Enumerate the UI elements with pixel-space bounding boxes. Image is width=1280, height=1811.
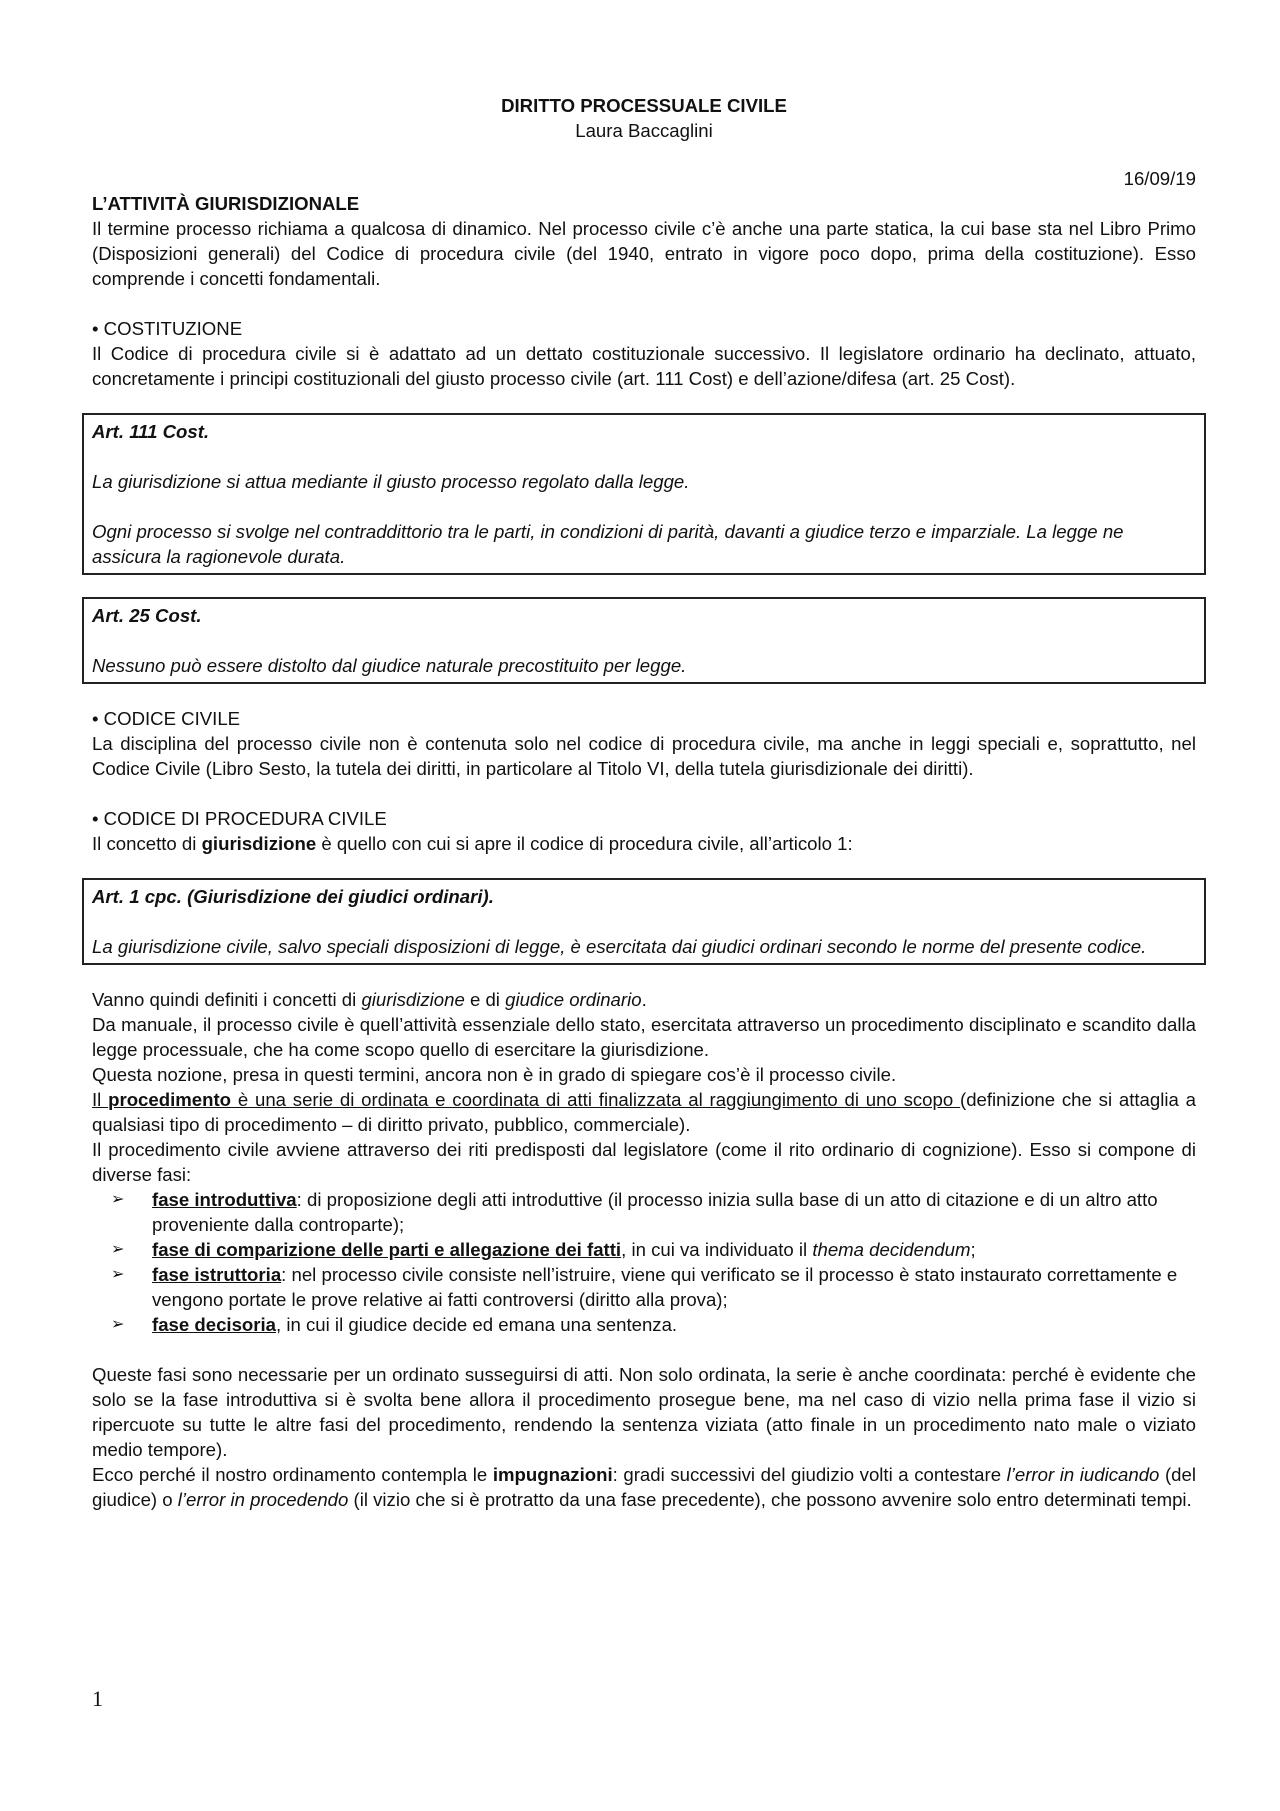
- art-1-cpc-para-1: La giurisdizione civile, salvo speciali disposizioni di legge, è esercitata dai giudici ordinari secondo le norme del presente codice.: [92, 936, 1147, 957]
- text-span: : gradi successivi del giudizio volti a contestare: [612, 1464, 1007, 1485]
- text-span: e di: [464, 989, 506, 1010]
- phases-list: [92, 1187, 1196, 1337]
- document-title: DIRITTO PROCESSUALE CIVILE: [501, 95, 787, 116]
- phase-item: [111, 1187, 1196, 1237]
- phase-text: : di proposizione degli atti introduttive (il processo inizia sulla base di un atto di citazione e di un altro atto proveniente dalla controparte);: [152, 1189, 1158, 1235]
- art-1-cpc-box: [82, 878, 1206, 965]
- arrow-bullet-icon: ➢: [111, 1266, 125, 1283]
- phase-label: fase introduttiva: [152, 1189, 297, 1210]
- coordination-paragraph: Queste fasi sono necessarie per un ordinato susseguirsi di atti. Non solo ordinata, la serie è anche coordinata: perché è evidente che solo se la fase introduttiva si è svolta bene allora il procedimento prosegue bene, ma nel caso di vizio nella prima fase il vizio si ripercuote su tutte le altre fasi del procedimento, rendendo la sentenza viziata (atto finale in un procedimento nato male o viziato medio tempore).: [92, 1364, 1196, 1460]
- phase-text: : nel processo civile consiste nell’istruire, viene qui verificato se il processo è stato instaurato correttamente e vengono portate le prove relative ai fatti controversi (diritto alla prova);: [152, 1264, 1178, 1310]
- text-span: .: [641, 989, 647, 1010]
- definitions-paragraph: [92, 987, 1196, 1012]
- notion-paragraph: Questa nozione, presa in questi termini, ancora non è in grado di spiegare cos’è il processo civile.: [92, 1064, 897, 1085]
- arrow-bullet-icon: ➢: [111, 1241, 125, 1258]
- text-span: (il vizio che si è protratto da una fase precedente), che possono avvenire solo entro determinati tempi.: [348, 1489, 1192, 1510]
- phase-label: fase decisoria: [152, 1314, 277, 1335]
- giurisdizione-term: giurisdizione: [201, 833, 317, 854]
- text-span: Ecco perché il nostro ordinamento contempla le: [92, 1464, 493, 1485]
- document-page: [92, 0, 1196, 1512]
- art-111-box: [82, 413, 1206, 575]
- text-span: (del giudice) o: [92, 1464, 1196, 1510]
- phase-item: [111, 1312, 1196, 1337]
- term-giudice-ordinario: giudice ordinario: [505, 989, 642, 1010]
- procedimento-term: procedimento: [108, 1089, 232, 1110]
- codice-civile-heading: • CODICE CIVILE: [92, 708, 241, 729]
- phase-label: fase istruttoria: [152, 1264, 282, 1285]
- costituzione-heading: • COSTITUZIONE: [92, 318, 243, 339]
- author-name: Laura Baccaglini: [575, 120, 713, 141]
- phase-label: fase di comparizione delle parti e allegazione dei fatti: [152, 1239, 622, 1260]
- arrow-bullet-icon: ➢: [111, 1191, 125, 1208]
- page-number: 1: [92, 1686, 103, 1711]
- text-span: Il concetto di: [92, 833, 202, 854]
- term-giurisdizione: giurisdizione: [361, 989, 465, 1010]
- text-span: è quello con cui si apre il codice di procedura civile, all’articolo 1:: [316, 833, 853, 854]
- codice-civile-paragraph: La disciplina del processo civile non è contenuta solo nel codice di procedura civile, ma anche in leggi speciali e, soprattutto, nel Codice Civile (Libro Sesto, la tutela dei diritti, in particolare al Titolo VI, della tutela giurisdizionale dei diritti).: [92, 733, 1196, 779]
- error-in-procedendo: l’error in procedendo: [177, 1489, 349, 1510]
- thema-decidendum: thema decidendum: [812, 1239, 971, 1260]
- text-span: (definizione che si attaglia a qualsiasi tipo di procedimento – di diritto privato, pubblico, commerciale).: [92, 1089, 1196, 1135]
- error-in-iudicando: l’error in iudicando: [1006, 1464, 1160, 1485]
- manual-definition-paragraph: Da manuale, il processo civile è quell’attività essenziale dello stato, esercitata attraverso un procedimento disciplinato e scandito dalla legge processuale, che ha come scopo quello di esercitare la giurisdizione.: [92, 1014, 1196, 1060]
- cpc-paragraph: [92, 831, 1196, 856]
- impugnazioni-paragraph: [92, 1462, 1196, 1512]
- art-25-para-1: Nessuno può essere distolto dal giudice naturale precostituito per legge.: [92, 655, 687, 676]
- phase-item: [111, 1262, 1196, 1312]
- art-111-para-1: La giurisdizione si attua mediante il giusto processo regolato dalla legge.: [92, 471, 690, 492]
- phase-text: ;: [970, 1239, 976, 1260]
- art-111-title: Art. 111 Cost.: [92, 421, 210, 442]
- lecture-date: 16/09/19: [1123, 168, 1196, 189]
- riti-paragraph: Il procedimento civile avviene attraverso dei riti predisposti dal legislatore (come il rito ordinario di cognizione). Esso si compone di diverse fasi:: [92, 1139, 1196, 1185]
- text-span: è una serie di ordinata e coordinata di atti finalizzata al raggiungimento di uno scopo: [231, 1089, 960, 1110]
- art-1-cpc-title: Art. 1 cpc. (Giurisdizione dei giudici ordinari).: [92, 886, 494, 907]
- procedimento-definition: [92, 1089, 960, 1110]
- art-25-title: Art. 25 Cost.: [92, 605, 202, 626]
- arrow-bullet-icon: ➢: [111, 1316, 125, 1333]
- section-title: L’ATTIVITÀ GIURISDIZIONALE: [92, 193, 360, 214]
- text-span: Vanno quindi definiti i concetti di: [92, 989, 362, 1010]
- text-span: Il: [92, 1089, 109, 1110]
- phase-text: , in cui va individuato il: [621, 1239, 813, 1260]
- intro-paragraph: Il termine processo richiama a qualcosa di dinamico. Nel processo civile c’è anche una parte statica, la cui base sta nel Libro Primo (Disposizioni generali) del Codice di procedura civile (del 1940, entrato in vigore poco dopo, prima della costituzione). Esso comprende i concetti fondamentali.: [92, 218, 1196, 289]
- cpc-heading: • CODICE DI PROCEDURA CIVILE: [92, 808, 387, 829]
- costituzione-paragraph: Il Codice di procedura civile si è adattato ad un dettato costituzionale successivo. Il legislatore ordinario ha declinato, attuato, concretamente i principi costituzionali del giusto processo civile (art. 111 Cost) e dell’azione/difesa (art. 25 Cost).: [92, 343, 1196, 389]
- impugnazioni-term: impugnazioni: [492, 1464, 613, 1485]
- procedimento-paragraph: [92, 1087, 1196, 1137]
- art-111-para-2: Ogni processo si svolge nel contraddittorio tra le parti, in condizioni di parità, davanti a giudice terzo e imparziale. La legge ne assicura la ragionevole durata.: [92, 521, 1124, 567]
- phase-text: , in cui il giudice decide ed emana una sentenza.: [276, 1314, 678, 1335]
- art-25-box: [82, 597, 1206, 684]
- phase-item: [111, 1237, 1196, 1262]
